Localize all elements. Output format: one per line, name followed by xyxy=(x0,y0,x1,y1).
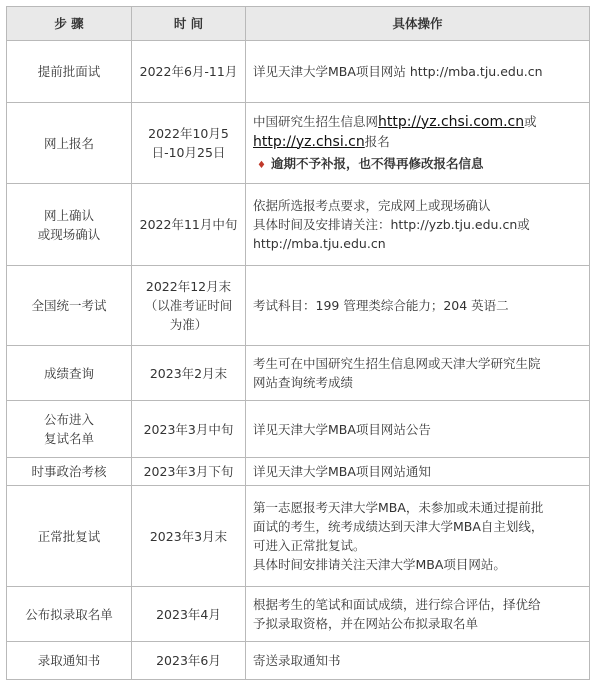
step-cell: 网上报名 xyxy=(7,103,132,184)
step-cell: 公布拟录取名单 xyxy=(7,587,132,642)
detail-cell: 考试科目：199 管理类综合能力；204 英语二 xyxy=(246,266,590,346)
detail-cell: 详见天津大学MBA项目网站通知 xyxy=(246,458,590,486)
header-step: 步 骤 xyxy=(7,7,132,41)
chsi-link-cn[interactable]: http://yz.chsi.cn xyxy=(253,133,365,150)
table-row xyxy=(7,103,590,184)
time-cell: 2023年6月 xyxy=(132,642,246,680)
time-cell: 2022年11月中旬 xyxy=(132,184,246,266)
table-row xyxy=(7,41,590,103)
header-row xyxy=(7,7,590,41)
table-row xyxy=(7,266,590,346)
table-row xyxy=(7,587,590,642)
time-cell: 2023年2月末 xyxy=(132,346,246,401)
time-cell: 2022年10月5 日-10月25日 xyxy=(132,103,246,184)
table-row xyxy=(7,401,590,458)
chsi-link-com[interactable]: http://yz.chsi.com.cn xyxy=(378,113,525,130)
detail-cell: 详见天津大学MBA项目网站 http://mba.tju.edu.cn xyxy=(246,41,590,103)
table-row xyxy=(7,486,590,587)
step-cell: 正常批复试 xyxy=(7,486,132,587)
time-cell: 2023年3月中旬 xyxy=(132,401,246,458)
step-cell: 提前批面试 xyxy=(7,41,132,103)
step-cell: 时事政治考核 xyxy=(7,458,132,486)
detail-cell: 第一志愿报考天津大学MBA，未参加或未通过提前批 面试的考生，统考成绩达到天津大学MBA自主划线， 可进入正常批复试。 具体时间安排请关注天津大学MBA项目网站。 xyxy=(246,486,590,587)
header-time: 时 间 xyxy=(132,7,246,41)
detail-cell: 寄送录取通知书 xyxy=(246,642,590,680)
detail-cell: 根据考生的笔试和面试成绩，进行综合评估，择优给 予拟录取资格，并在网站公布拟录取名单 xyxy=(246,587,590,642)
deadline-warning: ♦ 逾期不予补报，也不得再修改报名信息 xyxy=(253,154,585,175)
time-cell: 2022年12月末 （以准考证时间 为准） xyxy=(132,266,246,346)
step-cell: 公布进入 复试名单 xyxy=(7,401,132,458)
table-row xyxy=(7,346,590,401)
time-cell: 2022年6月-11月 xyxy=(132,41,246,103)
time-cell: 2023年3月末 xyxy=(132,486,246,587)
detail-cell: 考生可在中国研究生招生信息网或天津大学研究生院 网站查询统考成绩 xyxy=(246,346,590,401)
detail-cell: 依据所选报考点要求，完成网上或现场确认 具体时间及安排请关注：http://yzb.tju.edu.cn或 http://mba.tju.edu.cn xyxy=(246,184,590,266)
table-row xyxy=(7,458,590,486)
admission-schedule-table xyxy=(6,6,590,680)
time-cell: 2023年4月 xyxy=(132,587,246,642)
header-detail: 具体操作 xyxy=(246,7,590,41)
diamond-bullet-icon: ♦ xyxy=(257,159,266,171)
detail-cell: 详见天津大学MBA项目网站公告 xyxy=(246,401,590,458)
table-row xyxy=(7,184,590,266)
step-cell: 成绩查询 xyxy=(7,346,132,401)
time-cell: 2023年3月下旬 xyxy=(132,458,246,486)
detail-cell: 中国研究生招生信息网http://yz.chsi.com.cn或 http://yz.chsi.cn报名 ♦ 逾期不予补报，也不得再修改报名信息 xyxy=(246,103,590,184)
table-row xyxy=(7,642,590,680)
step-cell: 录取通知书 xyxy=(7,642,132,680)
step-cell: 全国统一考试 xyxy=(7,266,132,346)
step-cell: 网上确认 或现场确认 xyxy=(7,184,132,266)
